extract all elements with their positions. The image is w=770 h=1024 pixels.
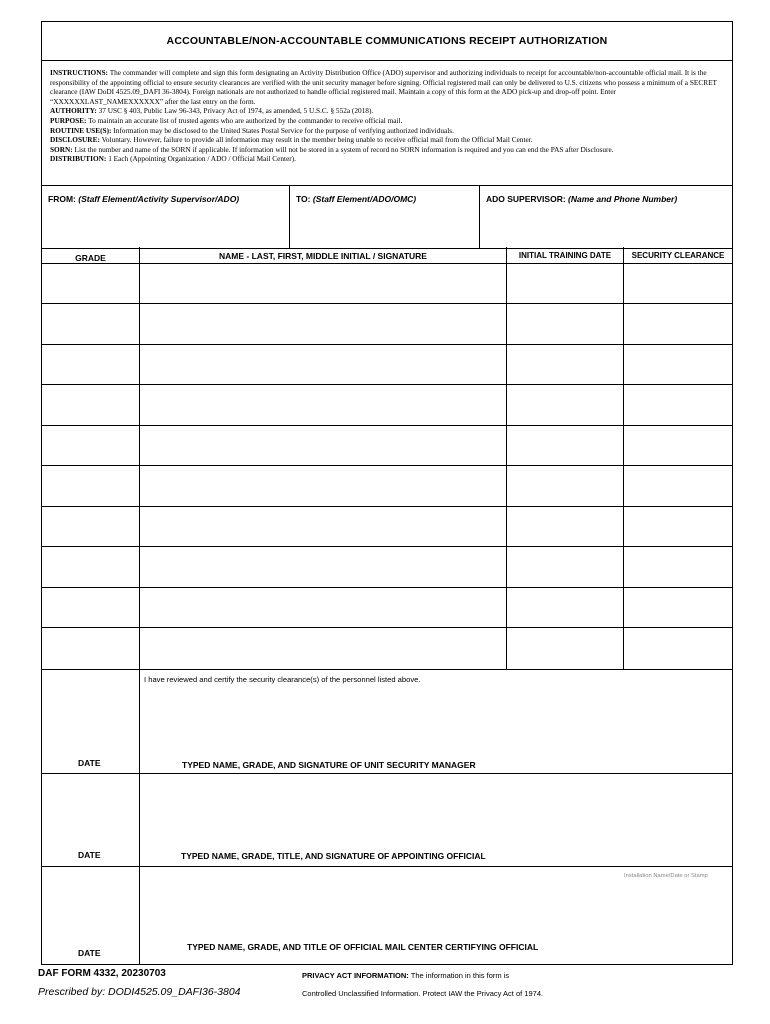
grade-cell[interactable] [41, 303, 138, 343]
appointing-date-field[interactable] [42, 774, 139, 865]
to-field[interactable] [290, 186, 479, 248]
purpose-label: PURPOSE: [50, 115, 87, 125]
row-divider [42, 465, 732, 466]
grade-cell[interactable] [42, 264, 139, 303]
security-manager-signature-field[interactable] [140, 687, 732, 757]
training-date-cell[interactable] [507, 264, 623, 303]
ado-supervisor-hint: (Name and Phone Number) [568, 194, 678, 204]
mail-center-signature-field[interactable] [140, 882, 732, 940]
sorn-text: List the number and name of the SORN if applicable. If information will not be stored in a system of record no SORN information is required and you can end the PAS after Disclosure. [74, 144, 614, 154]
prescribed-by: Prescribed by: DODI4525.09_DAFI36-3804 [38, 986, 241, 998]
mail-center-date-field[interactable] [42, 867, 139, 964]
column-divider [506, 247, 507, 670]
row-divider [42, 344, 732, 345]
privacy-act-line2: Controlled Unclassified Information. Protect IAW the Privacy Act of 1974. [302, 989, 544, 998]
row-divider [42, 506, 732, 507]
purpose-text: To maintain an accurate list of trusted agents who are authorized by the commander to receive official mail. [88, 115, 403, 125]
instructions-text: The commander will complete and sign this form designating an Activity Distribution Office (ADO) supervisor and authorizing individuals to receipt for accountable/non-accountable official mail. It is the responsibility of the appointing official to ensure security clearances are verified with the unit security manager before signing. Official registered mail can only be delivered to U.S. citizens who possess a minimum of a SECRET clearance (IAW DoDI 4525.09_DAFI 36-3804). Foreign nationals are not authorized to handle official registered mail. Maintain a copy of this form at the ADO pick-up and drop-off point. Enter “XXXXXXLAST_NAMEXXXXXX” after the last entry on the form. [50, 68, 717, 106]
from-field[interactable] [42, 186, 289, 248]
ado-supervisor-field[interactable] [480, 186, 732, 248]
date-label: DATE [78, 850, 101, 860]
authority-text: 37 USC § 403, Public Law 96-343, Privacy Act of 1974, as amended, 5 U.S.C. § 552a (2018). [98, 106, 374, 116]
to-hint: (Staff Element/ADO/OMC) [312, 194, 417, 204]
form-frame [41, 21, 733, 965]
distribution-label: DISTRIBUTION: [50, 154, 107, 164]
disclosure-text: Voluntary. However, failure to provide all information may result in the member being unable to receive official mail from the Official Mail Center. [101, 135, 533, 145]
clearance-cell[interactable] [624, 264, 732, 303]
section-divider [42, 866, 732, 867]
distribution-text: 1 Each (Appointing Organization / ADO / Official Mail Center). [108, 154, 296, 164]
security-manager-date-field[interactable] [42, 670, 139, 772]
privacy-act-text1: The information in this form is [410, 971, 510, 980]
instructions-label: INSTRUCTIONS: [50, 68, 108, 77]
column-divider [623, 247, 624, 670]
name-column-header: NAME - LAST, FIRST, MIDDLE INITIAL / SIGNATURE [219, 251, 427, 261]
appointing-signature-field[interactable] [140, 774, 732, 849]
security-clearance-column-header: SECURITY CLEARANCE [631, 251, 725, 260]
form-title: ACCOUNTABLE/NON-ACCOUNTABLE COMMUNICATIONS RECEIPT AUTHORIZATION [42, 22, 732, 61]
ado-supervisor-label: ADO SUPERVISOR: [486, 194, 566, 204]
routine-use-label: ROUTINE USE(S): [50, 125, 112, 135]
sorn-label: SORN: [50, 144, 73, 154]
grade-column-header: GRADE [75, 253, 106, 263]
privacy-act-line1 [302, 971, 509, 980]
stamp-label: Installation Name/Date or Stamp [624, 873, 708, 879]
name-cell[interactable] [139, 303, 505, 343]
authority-label: AUTHORITY: [50, 106, 97, 116]
date-label: DATE [78, 758, 101, 768]
appointing-official-label: TYPED NAME, GRADE, TITLE, AND SIGNATURE OF APPOINTING OFFICIAL [181, 851, 486, 861]
instructions-block [50, 68, 728, 164]
row-divider [42, 384, 732, 385]
routing-header-row [42, 185, 732, 249]
certification-statement: I have reviewed and certify the security clearance(s) of the personnel listed above. [144, 675, 421, 684]
form-id: DAF FORM 4332, 20230703 [38, 968, 166, 979]
row-divider [42, 669, 732, 670]
row-divider [42, 425, 732, 426]
to-label: TO: [296, 194, 311, 204]
name-cell[interactable] [140, 264, 506, 303]
row-divider [42, 546, 732, 547]
from-hint: (Staff Element/Activity Supervisor/ADO) [78, 194, 240, 204]
privacy-act-label: PRIVACY ACT INFORMATION: [302, 971, 409, 980]
disclosure-label: DISCLOSURE: [50, 135, 100, 145]
routine-use-text: Information may be disclosed to the United States Postal Service for the purpose of verifying authorized individuals. [113, 125, 454, 135]
from-label: FROM: [48, 194, 76, 204]
security-manager-label: TYPED NAME, GRADE, AND SIGNATURE OF UNIT SECURITY MANAGER [182, 760, 476, 770]
training-date-column-header: INITIAL TRAINING DATE [518, 251, 612, 260]
row-divider [42, 587, 732, 588]
row-divider [42, 627, 732, 628]
mail-center-official-label: TYPED NAME, GRADE, AND TITLE OF OFFICIAL MAIL CENTER CERTIFYING OFFICIAL [187, 942, 539, 952]
date-label: DATE [78, 948, 101, 958]
